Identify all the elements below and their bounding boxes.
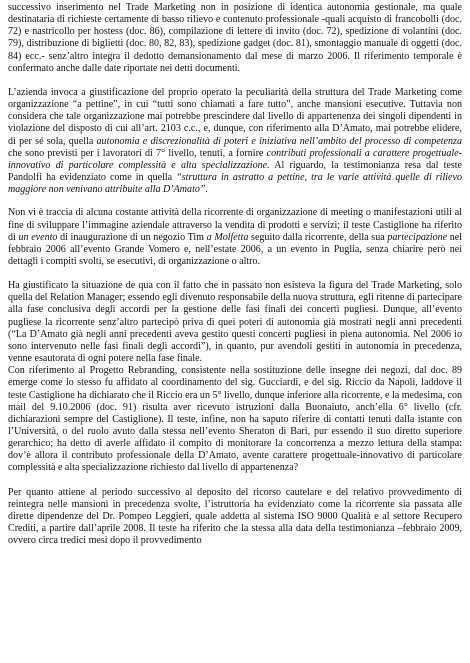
paragraph-2-italic-a: autonomia e discrezionalità di poteri e iniziativa nell’ambito del processo di competenza [96, 135, 462, 147]
paragraph-spacer [8, 268, 462, 280]
paragraph-2-italic-b: contributi professionali a carattere progettuale-innovativo di particolare complessità e alta specializzazione. [8, 147, 462, 171]
paragraph-2-italic-c: “struttura in astratto a pettine, tra le varie attività quelle di rilievo maggiore non venivano attribuite alla D’Amato”. [8, 172, 462, 196]
paragraph-spacer [8, 475, 462, 487]
paragraph-2-text-c: Al riguardo, la testimonianza resa dal teste Pandolfi ha evidenziato come in quella [8, 159, 463, 184]
paragraph-6 [8, 487, 462, 548]
paragraph-4 [8, 280, 462, 365]
paragraph-1-text: successivo inserimento nel Trade Marketing non in posizione di identica autonomia gestionale, ma quale destinataria di richieste certamente di basso rilievo e contenuto professionale -quali acquisto di francobolli (doc. 72) e nastricollo per hostess (doc. 86), compilazione di lettere di invito (doc. 72), spedizione di volantini (doc. 79), distribuzione di biglietti (doc. 80, 82, 83), spedizione gadget (doc. 81), smontaggio manuale di oggetti (doc. 84) ecc.- senz’altro integra il dedotto demansionamento dal mese di marzo 2006. Il riferimento temporale è confermato anche dalle date riportate nei detti documenti. [8, 2, 462, 74]
paragraph-3-italic-a: un evento [18, 231, 58, 243]
paragraph-3-italic-b: a Molfetta [206, 231, 249, 243]
paragraph-3-italic-c: partecipazione [387, 231, 448, 243]
paragraph-4-text: Ha giustificato la situazione de qua con il fatto che in passato non esisteva la figura del Trade Marketing, solo quella del Relation Manager; essendo egli divenuto responsabile della nuova struttura, egli ritenne di partecipare alla fase conclusiva degli accordi per la gestione delle fasi finali dei concerti pugliesi. Dunque, all’evento pugliese la ricorrente senz’altro partecipò priva di quei poteri di autonomia già mostrati negli anni precedenti (“La D’Amato già negli anni precedenti aveva gestito questi concerti pugliesi in piena autonomia. Nel 2006 io sono intervenuto nelle fasi finali degli accordi”), in quanto, pur avendoli gestiti in autonomia in precedenza, venne esautorata di ogni potere nella fase finale. [8, 280, 462, 365]
paragraph-3 [8, 207, 462, 268]
paragraph-5-text: Con riferimento al Progetto Rebranding, consistente nella sostituzione delle insegne dei negozi, dal doc. 89 emerge come lo stesso fu affidato al coordinamento del sig. Gucciardi, e del sig. Riccio da Napoli, laddove il teste Castiglione ha dichiarato che il Riccio era un 5° livello, dunque inferiore alla ricorrente, e la medesima, con mail del 9.10.2006 (doc. 91) risulta aver ricevuto istruzioni dalla Buonaiuto, anch’ella 6° livello (cfr. dichiarazioni sempre del Castiglione). Il teste, infine, non ha saputo riferire di contatti tenuti dalla istante con l’Università, o del ruolo avuto dalla stessa nell’evento Sheraton di Bari, pur essendo il suo diretto superiore gerarchico; ha detto di averle affidato il compito di monitorare la concorrenza a mezzo lettura della stampa: dov’è allora il contributo professionale della D’Amato, avente carattere progettuale-innovativo di particolare complessità e alta specializzazione richiesto dal livello di appartenenza? [8, 365, 463, 474]
paragraph-2 [8, 87, 462, 196]
paragraph-3-text-d: nel febbraio 2006 all’evento Grande Vomero e, nell’estate 2006, a un evento in Puglia, senza chiarire però nei dettagli i compiti svolti, se esecutivi, di organizzazione o altro. [8, 231, 463, 267]
paragraph-spacer [8, 196, 462, 207]
paragraph-3-text-c: seguito dalla ricorrente, della sua [248, 231, 388, 243]
paragraph-spacer [8, 75, 462, 87]
paragraph-5 [8, 365, 462, 474]
paragraph-2-text-a: L’azienda invoca a giustificazione del proprio operato la peculiarità della struttura del Trade Marketing come organizzazione “a pettine”, in cui “tutti sono chiamati a fare tutto”, anche mansioni esecutive. Tuttavia non considera che tale organizzazione mai potrebbe prescindere dal livello di appartenenza dei singoli dipendenti in violazione del disposto di cui all’art. 2103 c.c., e, dunque, con riferimento alla D’Amato, mai potrebbe elidere, di per sé sola, quella [8, 86, 462, 147]
paragraph-2-text-b: che sono previsti per i lavoratori di 7° livello, tenuti, a fornire [8, 147, 267, 159]
paragraph-1 [8, 2, 462, 75]
paragraph-6-text: Per quanto attiene al periodo successivo al deposito del ricorso cautelare e del relativo provvedimento di reintegra nelle mansioni in precedenza svolte, l’istruttoria ha evidenziato come la ricorrente sia passata alle dirette dipendenze del Dr. Pompeo Leggieri, quale addetta al sistema ISO 9000 Qualità e al settore Recupero Crediti, a partire dall’aprile 2008. Il teste ha riferito che la stessa alla data della testimonianza –febbraio 2009, ovvero circa tredici mesi dopo il provvedimento [8, 486, 462, 547]
paragraph-3-text-b: di inaugurazione di un negozio Tim [57, 231, 207, 243]
paragraph-3-text-a: Non vi è traccia di alcuna costante attività della ricorrente di organizzazione di meeting o manifestazioni utili al fine di sviluppare l’immagine aziendale attraverso la vendita di prodotti e servizi; il teste Castiglione ha riferito di [8, 207, 462, 243]
